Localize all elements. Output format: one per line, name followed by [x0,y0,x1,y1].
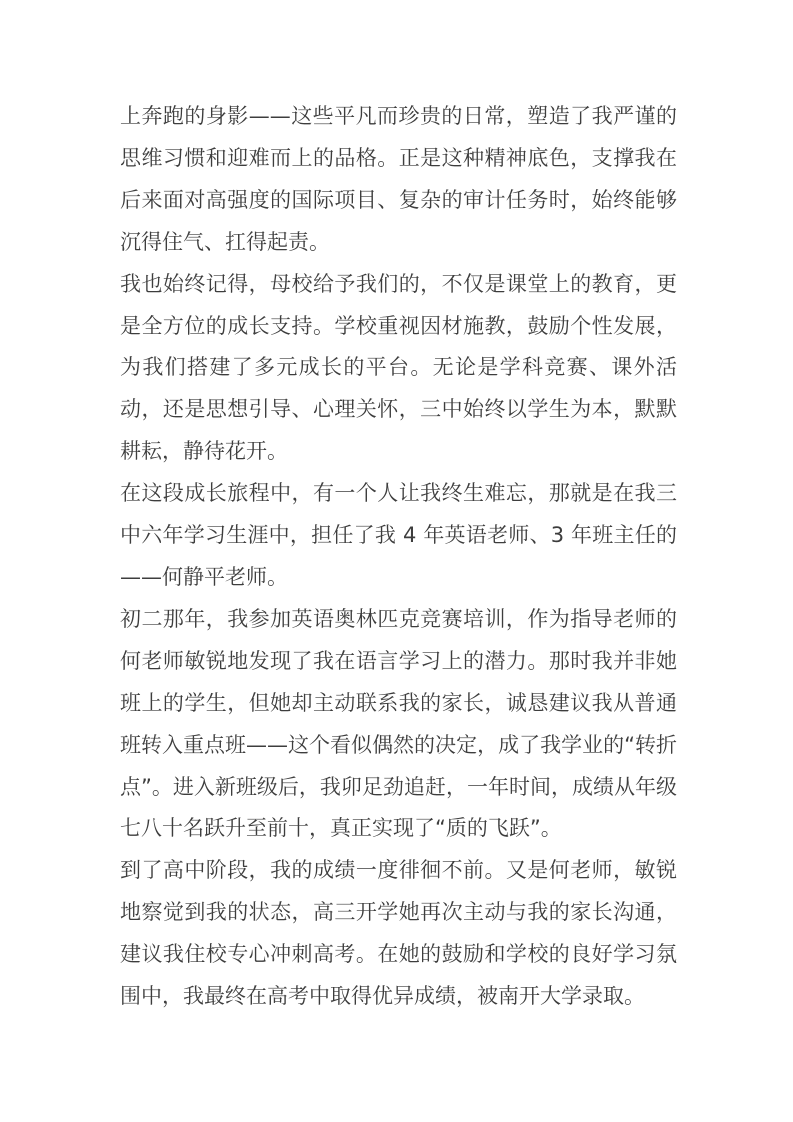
paragraph-4: 初二那年，我参加英语奥林匹克竞赛培训，作为指导老师的何老师敏锐地发现了我在语言学习上的潜力。那时我并非她班上的学生，但她却主动联系我的家长，诚恳建议我从普通班转入重点班——这个看似偶然的决定，成了我学业的“转折点”。进入新班级后，我卯足劲追赶，一年时间，成绩从年级七八十名跃升至前十，真正实现了“质的飞跃”。 [120,606,677,841]
paragraph-5: 到了高中阶段，我的成绩一度徘徊不前。又是何老师，敏锐地察觉到我的状态，高三开学她再次主动与我的家长沟通，建议我住校专心冲刺高考。在她的鼓励和学校的良好学习氛围中，我最终在高考中取得优异成绩，被南开大学录取。 [120,858,677,1009]
paragraph-2: 我也始终记得，母校给予我们的，不仅是课堂上的教育，更是全方位的成长支持。学校重视因材施教，鼓励个性发展，为我们搭建了多元成长的平台。无论是学科竞赛、课外活动，还是思想引导、心理关怀，三中始终以学生为本，默默耕耘，静待花开。 [120,271,677,464]
paragraph-3: 在这段成长旅程中，有一个人让我终生难忘，那就是在我三中六年学习生涯中，担任了我 4 年英语老师、3 年班主任的——何静平老师。 [120,481,677,589]
document-body [120,96,677,1018]
paragraph-1: 上奔跑的身影——这些平凡而珍贵的日常，塑造了我严谨的思维习惯和迎难而上的品格。正是这种精神底色，支撑我在后来面对高强度的国际项目、复杂的审计任务时，始终能够沉得住气、扛得起责。 [120,104,677,254]
